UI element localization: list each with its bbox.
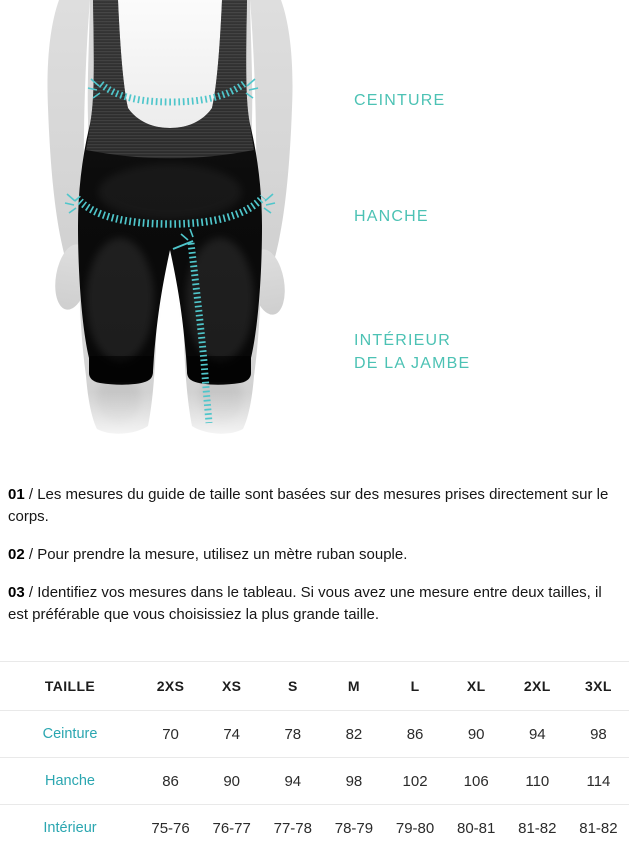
cell-hanche-s: 94 [262,758,323,805]
cell-ceinture-xl: 90 [446,711,507,758]
instruction-2-number: 02 [8,546,25,563]
cell-ceinture-2xs: 70 [140,711,201,758]
cell-interieur-m: 78-79 [323,805,384,850]
cell-interieur-l: 79-80 [385,805,446,850]
header-xs: XS [201,662,262,711]
instruction-3 [8,582,624,626]
cell-interieur-2xs: 75-76 [140,805,201,850]
header-3xl: 3XL [568,662,629,711]
instruction-3-number: 03 [8,584,25,601]
header-xl: XL [446,662,507,711]
cell-ceinture-3xl: 98 [568,711,629,758]
row-label-hanche: Hanche [0,758,140,805]
instruction-3-text: / Identifiez vos mesures dans le tableau. Si vous avez une mesure entre deux tailles, il est préférable que vous choisissiez la plus grande taille. [8,584,602,623]
measure-label-inseam: INTÉRIEUR DE LA JAMBE [354,332,471,372]
row-label-interieur: Intérieur [0,805,140,850]
cell-hanche-xl: 106 [446,758,507,805]
size-chart-table [0,661,629,850]
header-l: L [385,662,446,711]
table-row-ceinture [0,711,629,758]
instruction-1-text: / Les mesures du guide de taille sont basées sur des mesures prises directement sur le corps. [8,486,609,525]
table-row-hanche [0,758,629,805]
instruction-1 [8,484,624,528]
cell-hanche-3xl: 114 [568,758,629,805]
cell-ceinture-xs: 74 [201,711,262,758]
cell-hanche-2xl: 110 [507,758,568,805]
cell-interieur-s: 77-78 [262,805,323,850]
cell-interieur-xs: 76-77 [201,805,262,850]
instruction-1-number: 01 [8,486,25,503]
header-2xs: 2XS [140,662,201,711]
cell-ceinture-2xl: 94 [507,711,568,758]
cell-interieur-xl: 80-81 [446,805,507,850]
measure-label-ceinture: CEINTURE [354,92,446,109]
cell-interieur-3xl: 81-82 [568,805,629,850]
table-row-interieur [0,805,629,850]
cell-ceinture-s: 78 [262,711,323,758]
cell-ceinture-m: 82 [323,711,384,758]
cell-ceinture-l: 86 [385,711,446,758]
cell-interieur-2xl: 81-82 [507,805,568,850]
header-s: S [262,662,323,711]
size-chart-header-row [0,662,629,711]
cell-hanche-m: 98 [323,758,384,805]
instruction-2 [8,544,624,566]
header-taille: TAILLE [0,662,140,711]
cell-hanche-xs: 90 [201,758,262,805]
header-m: M [323,662,384,711]
header-2xl: 2XL [507,662,568,711]
measure-label-hanche: HANCHE [354,208,429,225]
measuring-instructions [8,484,624,642]
figure-fade [50,392,290,460]
row-label-ceinture: Ceinture [0,711,140,758]
size-guide-figure [0,0,340,460]
cell-hanche-2xs: 86 [140,758,201,805]
cell-hanche-l: 102 [385,758,446,805]
instruction-2-text: / Pour prendre la mesure, utilisez un mètre ruban souple. [24,546,408,563]
